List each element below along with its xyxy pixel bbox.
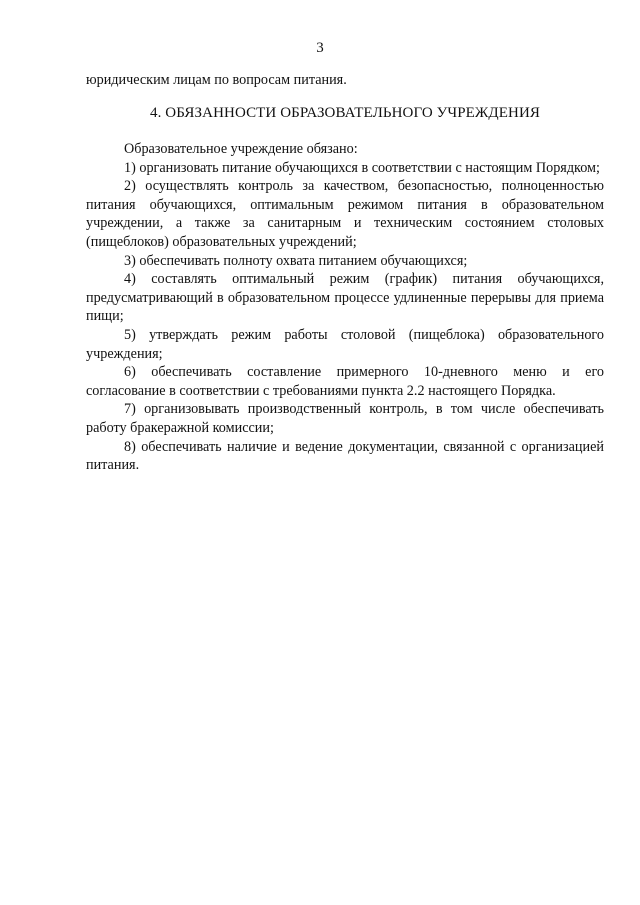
list-item: 6) обеспечивать составление примерного 10-дневного меню и его согласование в соответствии с требованиями пункта 2.2 настоящего Порядка.	[86, 364, 604, 399]
list-item: 2) осуществлять контроль за качеством, безопасностью, полноценностью питания обучающихся, оптимальным режимом питания в образовательном учреждении, а также за санитарным и техническим состоянием столовых (пищеблоков) образовательных учреждений;	[86, 178, 604, 250]
intro-paragraph: Образовательное учреждение обязано:	[124, 141, 358, 157]
continuation-text: юридическим лицам по вопросам питания.	[86, 72, 347, 88]
list-item: 1) организовать питание обучающихся в соответствии с настоящим Порядком;	[124, 159, 600, 176]
page-number: 3	[316, 40, 324, 56]
section-heading: 4. ОБЯЗАННОСТИ ОБРАЗОВАТЕЛЬНОГО УЧРЕЖДЕНИЯ	[149, 105, 541, 121]
list-item: 3) обеспечивать полноту охвата питанием обучающихся;	[124, 252, 468, 269]
list-item: 5) утверждать режим работы столовой (пищеблока) образовательного учреждения;	[86, 326, 604, 362]
list-item: 4) составлять оптимальный режим (график) питания обучающихся, предусматривающий в образовательном процессе удлиненные перерывы для приема пищи;	[86, 271, 604, 325]
list-item: 7) организовывать производственный контроль, в том числе обеспечивать работу бракеражной комиссии;	[86, 401, 604, 436]
list-item: 8) обеспечивать наличие и ведение документации, связанной с организацией питания.	[86, 438, 604, 474]
section-body	[86, 140, 604, 475]
